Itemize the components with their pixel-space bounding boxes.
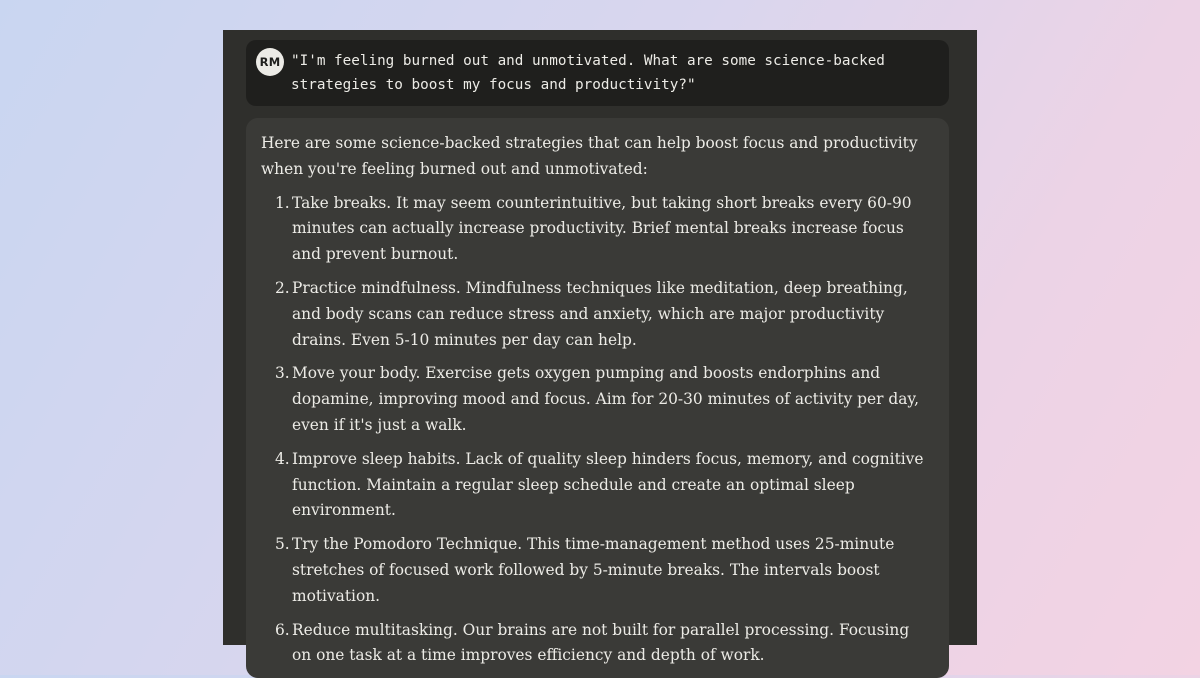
- list-item-text: Improve sleep habits. Lack of quality sleep hinders focus, memory, and cognitive function. Maintain a regular sleep schedule and create an optimal sleep environment.: [292, 449, 924, 520]
- list-item-text: Try the Pomodoro Technique. This time-management method uses 25-minute stretches of focused work followed by 5-minute breaks. The intervals boost motivation.: [292, 535, 895, 605]
- list-item: [261, 447, 933, 524]
- list-item-text: Take breaks. It may seem counterintuitive, but taking short breaks every 60-90 minutes can actually increase productivity. Brief mental breaks increase focus and prevent burnout.: [292, 193, 912, 264]
- list-item-number: 2.: [275, 278, 290, 297]
- assistant-reply: [246, 118, 949, 678]
- reply-intro: Here are some science-backed strategies that can help boost focus and productivity when you're feeling burned out and unmotivated:: [261, 134, 918, 178]
- list-item: [261, 618, 933, 670]
- list-item-number: 5.: [275, 535, 290, 554]
- list-item-text: Move your body. Exercise gets oxygen pumping and boosts endorphins and dopamine, improving mood and focus. Aim for 20-30 minutes of activity per day, even if it's just a walk.: [292, 364, 919, 434]
- user-message: [246, 40, 949, 106]
- user-avatar: RM: [256, 48, 284, 76]
- list-item: [261, 532, 933, 609]
- list-item-number: 6.: [275, 620, 290, 639]
- assistant-reply-content: [261, 131, 933, 677]
- list-item-text: Practice mindfulness. Mindfulness techniques like meditation, deep breathing, and body scans can reduce stress and anxiety, which are major productivity drains. Even 5-10 minutes per day can help.: [292, 278, 908, 349]
- list-item: [261, 276, 933, 353]
- list-item-text: Reduce multitasking. Our brains are not built for parallel processing. Focusing on one task at a time improves efficiency and depth of work.: [292, 620, 910, 665]
- list-item: [261, 361, 933, 438]
- list-item-number: 3.: [275, 364, 290, 383]
- list-item-number: 1.: [275, 193, 290, 212]
- user-message-text: "I'm feeling burned out and unmotivated. What are some science-backed strategies to boost my focus and productivity?": [291, 53, 885, 93]
- list-item: [261, 191, 933, 268]
- list-item-number: 4.: [275, 449, 290, 468]
- chat-panel: [223, 30, 977, 665]
- strategy-list: [261, 191, 933, 670]
